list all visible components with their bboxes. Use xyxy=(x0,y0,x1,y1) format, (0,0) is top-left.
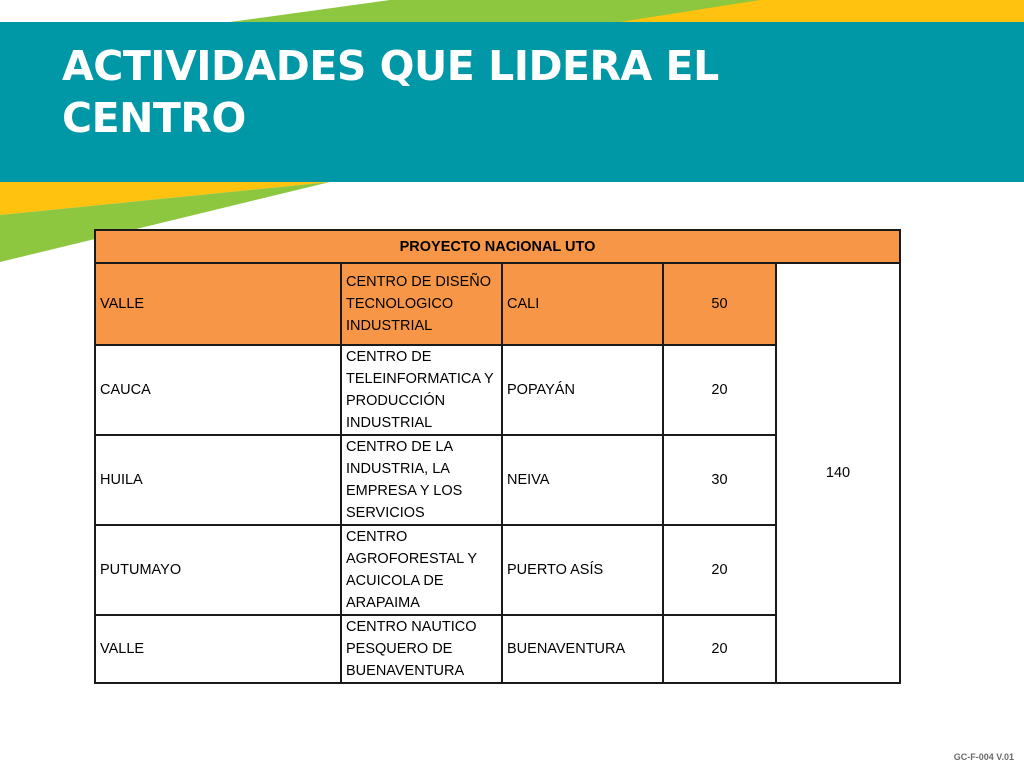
department-cell: HUILA xyxy=(95,435,341,525)
center-cell: CENTRO DE LA INDUSTRIA, LA EMPRESA Y LOS SERVICIOS xyxy=(341,435,502,525)
city-cell: PUERTO ASÍS xyxy=(502,525,663,615)
value-cell: 30 xyxy=(663,435,776,525)
department-cell: PUTUMAYO xyxy=(95,525,341,615)
title-line-2: CENTRO xyxy=(62,94,246,142)
center-cell: CENTRO DE TELEINFORMATICA Y PRODUCCIÓN INDUSTRIAL xyxy=(341,345,502,435)
city-cell: NEIVA xyxy=(502,435,663,525)
value-cell: 20 xyxy=(663,345,776,435)
title-line-1: ACTIVIDADES QUE LIDERA EL xyxy=(62,42,719,90)
department-cell: VALLE xyxy=(95,263,341,345)
city-cell: BUENAVENTURA xyxy=(502,615,663,683)
total-cell: 140 xyxy=(776,263,900,683)
department-cell: VALLE xyxy=(95,615,341,683)
department-cell: CAUCA xyxy=(95,345,341,435)
city-cell: CALI xyxy=(502,263,663,345)
table-header: PROYECTO NACIONAL UTO xyxy=(95,230,900,263)
table-row xyxy=(95,263,900,345)
footer-code: GC-F-004 V.01 xyxy=(953,752,1014,762)
value-cell: 20 xyxy=(663,525,776,615)
uto-project-table xyxy=(94,229,901,684)
city-cell: POPAYÁN xyxy=(502,345,663,435)
slide-title xyxy=(62,40,962,144)
value-cell: 50 xyxy=(663,263,776,345)
center-cell: CENTRO NAUTICO PESQUERO DE BUENAVENTURA xyxy=(341,615,502,683)
center-cell: CENTRO DE DISEÑO TECNOLOGICO INDUSTRIAL xyxy=(341,263,502,345)
center-cell: CENTRO AGROFORESTAL Y ACUICOLA DE ARAPAIMA xyxy=(341,525,502,615)
value-cell: 20 xyxy=(663,615,776,683)
